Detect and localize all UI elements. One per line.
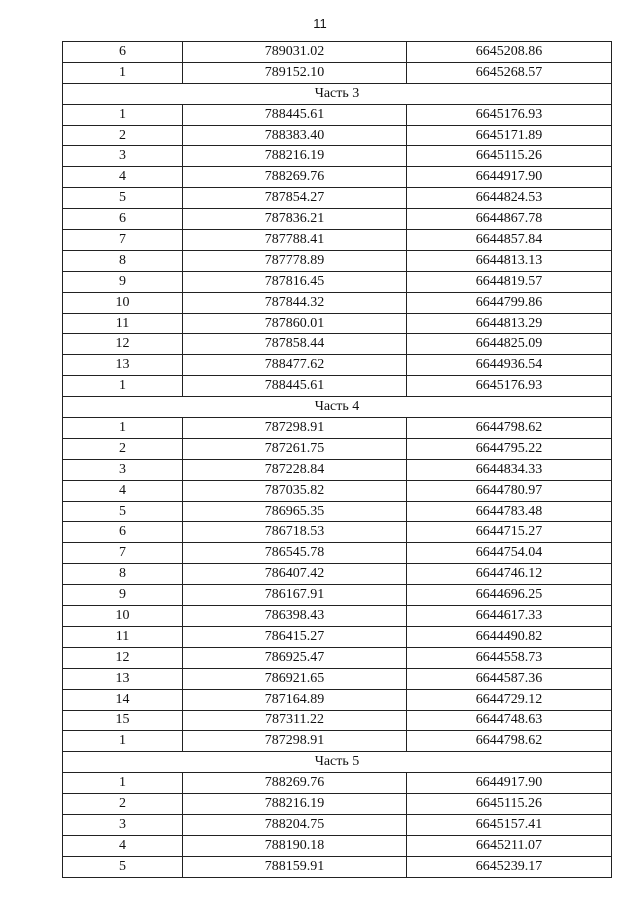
page-number: 11 <box>313 16 327 31</box>
y-coordinate-cell: 6644795.22 <box>407 438 612 459</box>
x-coordinate-cell: 787228.84 <box>183 459 407 480</box>
table-row <box>63 585 612 606</box>
y-coordinate-cell: 6644799.86 <box>407 292 612 313</box>
y-coordinate-cell: 6644587.36 <box>407 668 612 689</box>
point-number-cell: 3 <box>63 814 183 835</box>
table-row <box>63 355 612 376</box>
table-row <box>63 250 612 271</box>
x-coordinate-cell: 788445.61 <box>183 376 407 397</box>
point-number-cell: 2 <box>63 438 183 459</box>
table-row <box>63 606 612 627</box>
point-number-cell: 5 <box>63 188 183 209</box>
table-row <box>63 271 612 292</box>
point-number-cell: 9 <box>63 271 183 292</box>
x-coordinate-cell: 786925.47 <box>183 647 407 668</box>
x-coordinate-cell: 788477.62 <box>183 355 407 376</box>
table-row <box>63 376 612 397</box>
y-coordinate-cell: 6644936.54 <box>407 355 612 376</box>
point-number-cell: 11 <box>63 626 183 647</box>
point-number-cell: 7 <box>63 543 183 564</box>
table-row <box>63 334 612 355</box>
x-coordinate-cell: 787261.75 <box>183 438 407 459</box>
table-row <box>63 125 612 146</box>
x-coordinate-cell: 789031.02 <box>183 42 407 63</box>
y-coordinate-cell: 6644780.97 <box>407 480 612 501</box>
y-coordinate-cell: 6644819.57 <box>407 271 612 292</box>
coordinates-table <box>62 41 612 878</box>
table-row <box>63 710 612 731</box>
y-coordinate-cell: 6644783.48 <box>407 501 612 522</box>
y-coordinate-cell: 6645115.26 <box>407 794 612 815</box>
point-number-cell: 10 <box>63 606 183 627</box>
x-coordinate-cell: 788445.61 <box>183 104 407 125</box>
table-row <box>63 501 612 522</box>
table-row <box>63 209 612 230</box>
x-coordinate-cell: 787164.89 <box>183 689 407 710</box>
x-coordinate-cell: 789152.10 <box>183 62 407 83</box>
point-number-cell: 15 <box>63 710 183 731</box>
table-row <box>63 564 612 585</box>
x-coordinate-cell: 788190.18 <box>183 835 407 856</box>
y-coordinate-cell: 6644917.90 <box>407 773 612 794</box>
table-row <box>63 856 612 877</box>
point-number-cell: 1 <box>63 773 183 794</box>
x-coordinate-cell: 786398.43 <box>183 606 407 627</box>
point-number-cell: 7 <box>63 230 183 251</box>
section-header-row <box>63 83 612 104</box>
table-row <box>63 42 612 63</box>
point-number-cell: 12 <box>63 334 183 355</box>
point-number-cell: 9 <box>63 585 183 606</box>
x-coordinate-cell: 788216.19 <box>183 794 407 815</box>
table-row <box>63 62 612 83</box>
y-coordinate-cell: 6644748.63 <box>407 710 612 731</box>
table-row <box>63 522 612 543</box>
section-header-row <box>63 397 612 418</box>
table-row <box>63 480 612 501</box>
table-row <box>63 230 612 251</box>
point-number-cell: 2 <box>63 125 183 146</box>
table-row <box>63 104 612 125</box>
y-coordinate-cell: 6644558.73 <box>407 647 612 668</box>
y-coordinate-cell: 6644715.27 <box>407 522 612 543</box>
point-number-cell: 4 <box>63 480 183 501</box>
table-row <box>63 292 612 313</box>
y-coordinate-cell: 6644729.12 <box>407 689 612 710</box>
x-coordinate-cell: 787844.32 <box>183 292 407 313</box>
table-row <box>63 188 612 209</box>
y-coordinate-cell: 6645239.17 <box>407 856 612 877</box>
table-row <box>63 146 612 167</box>
point-number-cell: 14 <box>63 689 183 710</box>
x-coordinate-cell: 786718.53 <box>183 522 407 543</box>
y-coordinate-cell: 6645115.26 <box>407 146 612 167</box>
table-row <box>63 794 612 815</box>
point-number-cell: 13 <box>63 668 183 689</box>
point-number-cell: 3 <box>63 146 183 167</box>
x-coordinate-cell: 787854.27 <box>183 188 407 209</box>
y-coordinate-cell: 6644798.62 <box>407 418 612 439</box>
y-coordinate-cell: 6644617.33 <box>407 606 612 627</box>
table-row <box>63 689 612 710</box>
y-coordinate-cell: 6644834.33 <box>407 459 612 480</box>
table-row <box>63 835 612 856</box>
x-coordinate-cell: 788269.76 <box>183 167 407 188</box>
point-number-cell: 6 <box>63 209 183 230</box>
x-coordinate-cell: 786167.91 <box>183 585 407 606</box>
point-number-cell: 5 <box>63 856 183 877</box>
point-number-cell: 1 <box>63 104 183 125</box>
point-number-cell: 4 <box>63 167 183 188</box>
point-number-cell: 13 <box>63 355 183 376</box>
table-row <box>63 814 612 835</box>
x-coordinate-cell: 787860.01 <box>183 313 407 334</box>
y-coordinate-cell: 6645157.41 <box>407 814 612 835</box>
section-title: Часть 3 <box>63 83 612 104</box>
y-coordinate-cell: 6645171.89 <box>407 125 612 146</box>
x-coordinate-cell: 788204.75 <box>183 814 407 835</box>
table-row <box>63 773 612 794</box>
table-row <box>63 647 612 668</box>
point-number-cell: 1 <box>63 418 183 439</box>
y-coordinate-cell: 6644917.90 <box>407 167 612 188</box>
table-row <box>63 438 612 459</box>
point-number-cell: 2 <box>63 794 183 815</box>
y-coordinate-cell: 6645268.57 <box>407 62 612 83</box>
x-coordinate-cell: 787035.82 <box>183 480 407 501</box>
y-coordinate-cell: 6644813.29 <box>407 313 612 334</box>
y-coordinate-cell: 6644825.09 <box>407 334 612 355</box>
x-coordinate-cell: 788159.91 <box>183 856 407 877</box>
section-title: Часть 5 <box>63 752 612 773</box>
y-coordinate-cell: 6645211.07 <box>407 835 612 856</box>
y-coordinate-cell: 6645208.86 <box>407 42 612 63</box>
y-coordinate-cell: 6644490.82 <box>407 626 612 647</box>
point-number-cell: 1 <box>63 731 183 752</box>
x-coordinate-cell: 788269.76 <box>183 773 407 794</box>
x-coordinate-cell: 787788.41 <box>183 230 407 251</box>
x-coordinate-cell: 787778.89 <box>183 250 407 271</box>
point-number-cell: 10 <box>63 292 183 313</box>
x-coordinate-cell: 786415.27 <box>183 626 407 647</box>
table-row <box>63 313 612 334</box>
y-coordinate-cell: 6644824.53 <box>407 188 612 209</box>
section-title: Часть 4 <box>63 397 612 418</box>
y-coordinate-cell: 6644857.84 <box>407 230 612 251</box>
y-coordinate-cell: 6645176.93 <box>407 376 612 397</box>
x-coordinate-cell: 788383.40 <box>183 125 407 146</box>
x-coordinate-cell: 788216.19 <box>183 146 407 167</box>
point-number-cell: 6 <box>63 42 183 63</box>
point-number-cell: 3 <box>63 459 183 480</box>
y-coordinate-cell: 6644696.25 <box>407 585 612 606</box>
x-coordinate-cell: 787816.45 <box>183 271 407 292</box>
point-number-cell: 8 <box>63 564 183 585</box>
x-coordinate-cell: 787858.44 <box>183 334 407 355</box>
table-row <box>63 418 612 439</box>
table-row <box>63 731 612 752</box>
x-coordinate-cell: 786407.42 <box>183 564 407 585</box>
point-number-cell: 4 <box>63 835 183 856</box>
y-coordinate-cell: 6644746.12 <box>407 564 612 585</box>
y-coordinate-cell: 6644813.13 <box>407 250 612 271</box>
x-coordinate-cell: 787311.22 <box>183 710 407 731</box>
x-coordinate-cell: 787836.21 <box>183 209 407 230</box>
point-number-cell: 1 <box>63 376 183 397</box>
table-row <box>63 668 612 689</box>
table-row <box>63 459 612 480</box>
point-number-cell: 8 <box>63 250 183 271</box>
y-coordinate-cell: 6644867.78 <box>407 209 612 230</box>
table-row <box>63 626 612 647</box>
point-number-cell: 1 <box>63 62 183 83</box>
table-row <box>63 543 612 564</box>
x-coordinate-cell: 786921.65 <box>183 668 407 689</box>
y-coordinate-cell: 6644798.62 <box>407 731 612 752</box>
x-coordinate-cell: 787298.91 <box>183 418 407 439</box>
point-number-cell: 6 <box>63 522 183 543</box>
point-number-cell: 5 <box>63 501 183 522</box>
x-coordinate-cell: 786965.35 <box>183 501 407 522</box>
point-number-cell: 11 <box>63 313 183 334</box>
x-coordinate-cell: 786545.78 <box>183 543 407 564</box>
y-coordinate-cell: 6644754.04 <box>407 543 612 564</box>
table-row <box>63 167 612 188</box>
point-number-cell: 12 <box>63 647 183 668</box>
x-coordinate-cell: 787298.91 <box>183 731 407 752</box>
section-header-row <box>63 752 612 773</box>
y-coordinate-cell: 6645176.93 <box>407 104 612 125</box>
coordinates-table-body <box>63 42 612 878</box>
